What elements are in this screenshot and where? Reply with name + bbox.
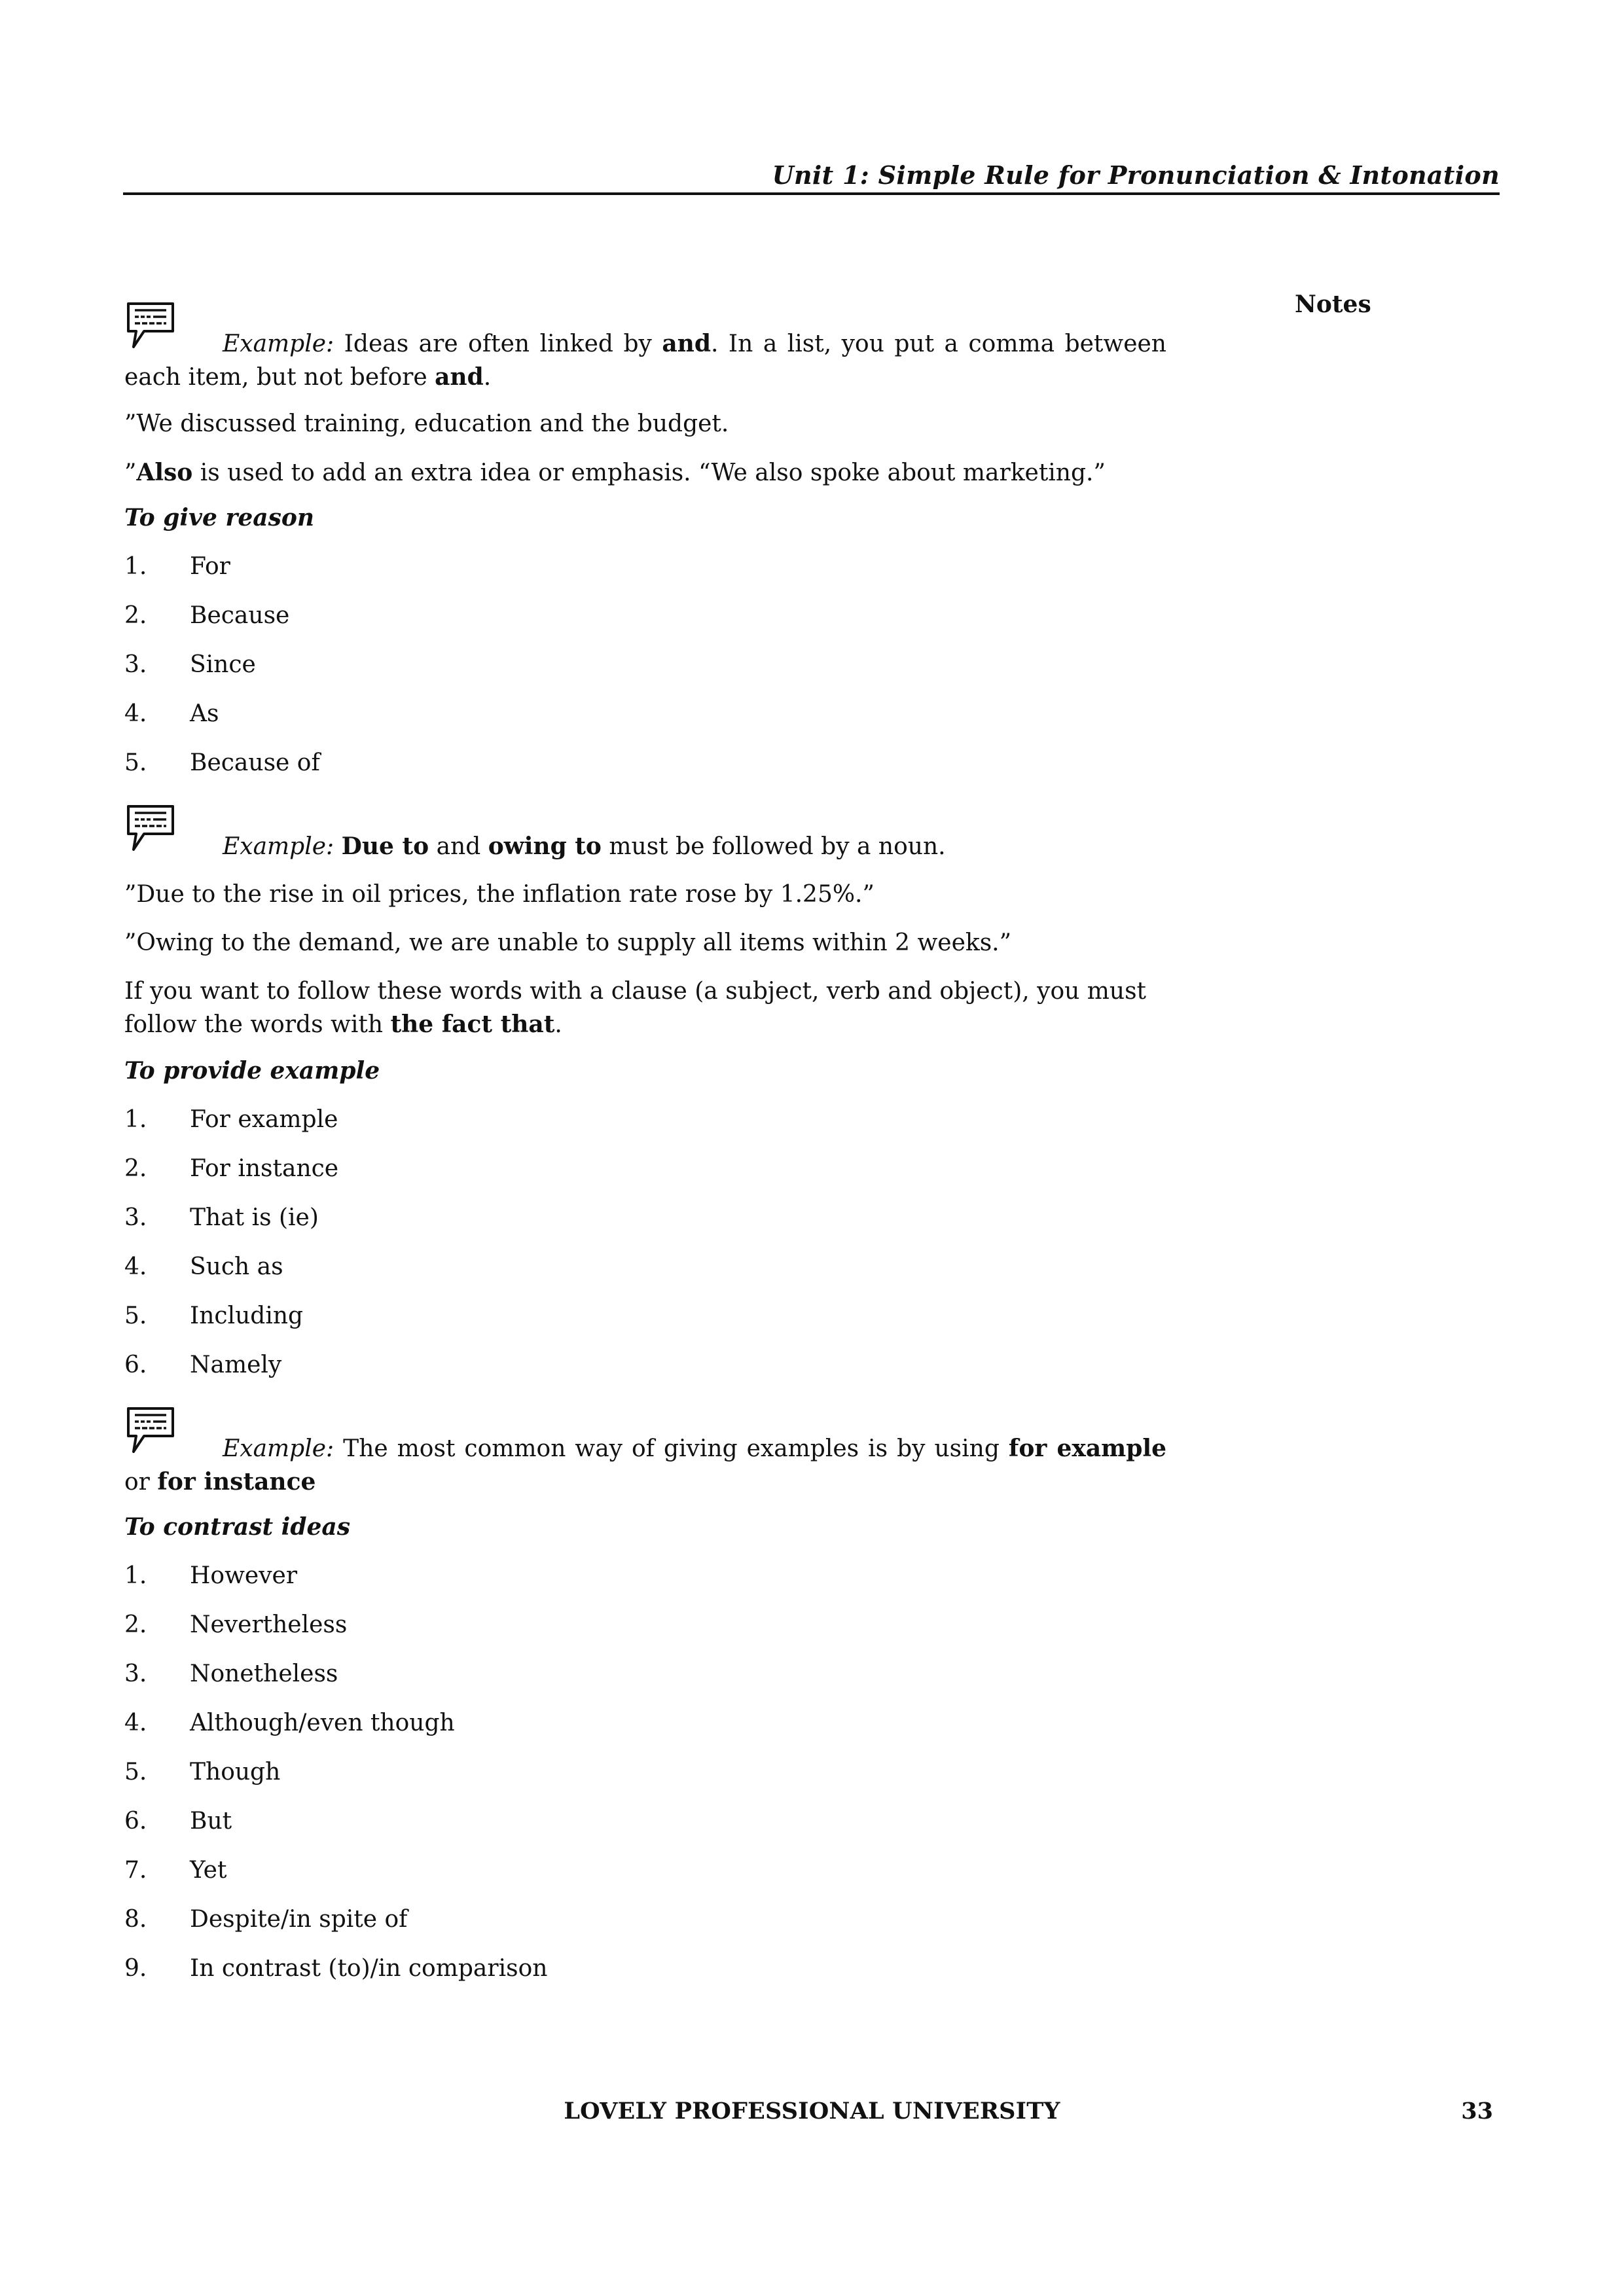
list-item [124,749,320,776]
keyword: and [435,363,484,391]
example-label: Example: [223,331,334,357]
list-item [124,1710,455,1736]
paragraph-text: is used to add an extra idea or emphasis. “We also spoke about marketing.” [192,459,1106,486]
list-text: Namely [190,1352,282,1378]
list-item [124,700,219,727]
list-text: Since [190,651,256,678]
notes-margin-label: Notes [1295,291,1371,318]
list-item [124,1857,226,1884]
list-number: 9. [124,1955,147,1982]
list-item [124,1253,283,1280]
paragraph [124,975,1172,1041]
list-item [124,1660,338,1687]
list-number: 3. [124,1660,147,1687]
list-number: 4. [124,1253,147,1280]
example-text: . [483,364,492,391]
list-item [124,1204,319,1231]
running-header: Unit 1: Simple Rule for Pronunciation & Intonation [772,160,1500,190]
keyword: and [662,330,711,357]
paragraph: ”Due to the rise in oil prices, the inflation rate rose by 1.25%.” [124,881,875,908]
list-number: 7. [124,1857,147,1884]
list-text: But [190,1808,232,1835]
list-text: In contrast (to)/in comparison [190,1955,548,1982]
keyword: Also [136,459,193,486]
list-text: However [190,1562,298,1589]
page-number: 33 [1461,2098,1493,2125]
example-text: . In a list, you put a comma between each item, but not before [124,331,1166,391]
paragraph-text: If you want to follow these words with a clause (a subject, verb and object), you must follow the words with [124,978,1147,1038]
list-item [124,1759,280,1785]
example-3 [124,1432,1166,1499]
list-number: 5. [124,1302,147,1329]
list-text: For [190,553,230,580]
list-text: Including [190,1302,304,1329]
list-text: Despite/in spite of [190,1906,408,1933]
keyword: the fact that [390,1011,555,1038]
paragraph: ”We discussed training, education and the budget. [124,410,729,437]
list-text: That is (ie) [190,1204,319,1231]
list-number: 6. [124,1352,147,1378]
list-number: 3. [124,1204,147,1231]
spacer [334,833,341,860]
section-heading-reason: To give reason [124,504,315,531]
list-number: 5. [124,1759,147,1785]
list-text: For instance [190,1155,339,1182]
list-number: 4. [124,1710,147,1736]
list-text: As [190,700,219,727]
footer-university: LOVELY PROFESSIONAL UNIVERSITY [564,2098,1060,2125]
list-number: 2. [124,1155,147,1182]
list-item [124,1155,338,1182]
list-text: Yet [190,1857,227,1884]
keyword: Due to [341,833,429,860]
paragraph-text: . [554,1011,562,1038]
paragraph [124,456,1166,490]
header-rule [123,192,1500,195]
example-label: Example: [223,1435,334,1462]
example-1 [124,327,1166,394]
list-text: Nevertheless [190,1611,348,1638]
list-item [124,1106,338,1133]
list-number: 8. [124,1906,147,1933]
list-item [124,1562,297,1589]
section-heading-contrast: To contrast ideas [124,1513,351,1541]
list-text: Because [190,602,290,629]
list-item [124,1611,347,1638]
list-number: 6. [124,1808,147,1835]
list-number: 2. [124,602,147,629]
list-item [124,651,256,678]
example-label: Example: [223,833,334,860]
list-item [124,553,230,580]
example-text: Ideas are often linked by [334,331,662,357]
list-text: Though [190,1759,281,1785]
keyword: for example [1008,1435,1166,1462]
keyword: for instance [157,1468,316,1496]
list-number: 3. [124,651,147,678]
example-text: The most common way of giving examples is by using [334,1435,1009,1462]
list-number: 1. [124,1106,147,1133]
list-item [124,602,289,629]
list-text: For example [190,1106,338,1133]
example-2 [124,830,1166,863]
list-number: 1. [124,553,147,580]
paragraph: ”Owing to the demand, we are unable to supply all items within 2 weeks.” [124,929,1012,956]
list-text: Although/even though [190,1710,455,1736]
list-item [124,1906,408,1933]
list-item [124,1352,281,1378]
section-heading-example: To provide example [124,1057,380,1085]
list-item [124,1302,303,1329]
list-number: 4. [124,700,147,727]
list-text: Such as [190,1253,283,1280]
list-number: 2. [124,1611,147,1638]
quote-mark: ” [124,459,137,486]
example-text: or [124,1469,158,1496]
list-number: 5. [124,749,147,776]
example-text: must be followed by a noun. [601,833,946,860]
list-item [124,1808,232,1835]
keyword: owing to [488,833,602,860]
list-number: 1. [124,1562,147,1589]
list-item [124,1955,547,1982]
list-text: Nonetheless [190,1660,338,1687]
example-text: and [429,833,488,860]
list-text: Because of [190,749,320,776]
